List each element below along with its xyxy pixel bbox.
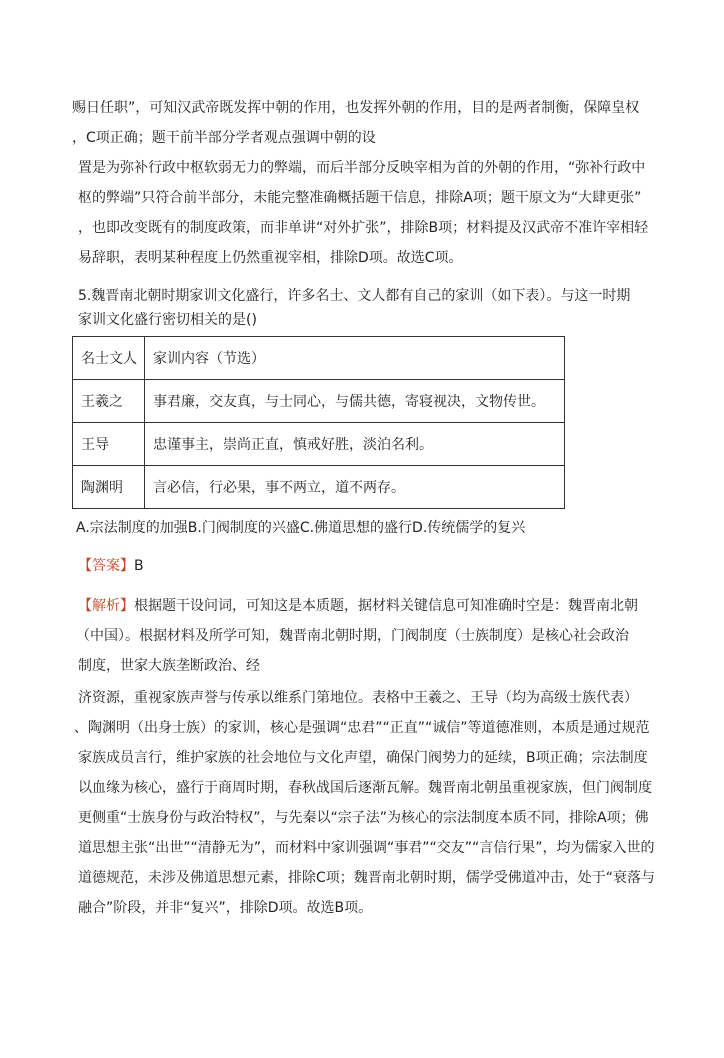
table-cell-content: 忠谨事主，崇尚正直，慎戒好胜，淡泊名利。 [145, 423, 565, 466]
table-row [73, 423, 565, 466]
table-cell-content: 事君廉，交友真，与士同心，与儒共德，寄寝视决，文物传世。 [145, 380, 565, 423]
table-cell-name: 王羲之 [73, 380, 145, 423]
intro-line: 赐日任职”，可知汉武帝既发挥中朝的作用，也发挥外朝的作用，目的是两者制衡，保障皇权 [72, 100, 640, 116]
analysis-line: 道思想主张“出世”“清静无为”，而材料中家训强调“事君”“交友”“言信行果”，均为儒家入世的 [78, 840, 655, 856]
intro-line: 枢的弊端”只符合前半部分，未能完整准确概括题干信息，排除A项；题干原文为“大肆更张” [78, 190, 642, 206]
analysis-line: 家族成员言行，维护家族的社会地位与文化声望，确保门阀势力的延续，B项正确；宗法制度 [78, 750, 648, 766]
analysis-line: 更侧重“士族身份与政治特权”，与先秦以“宗子法”为核心的宗法制度本质不同，排除A项；佛 [78, 810, 649, 826]
table-cell-content: 言必信，行必果，事不两立，道不两存。 [145, 466, 565, 509]
analysis-line: 济资源，重视家族声誉与传承以维系门第地位。表格中王羲之、王导（均为高级士族代表） [78, 690, 638, 706]
answer-options: A.宗法制度的加强B.门阀制度的兴盛C.佛道思想的盛行D.传统儒学的复兴 [76, 520, 526, 536]
table-header-row [73, 337, 565, 380]
family-precepts-table [72, 336, 565, 509]
analysis-line: 融合”阶段，并非“复兴”，排除D项。故选B项。 [78, 900, 373, 916]
analysis-line [78, 596, 638, 616]
analysis-text: 根据题干设问词，可知这是本质题，据材料关键信息可知准确时空是：魏晋南北朝 [134, 598, 638, 614]
table-header-cell: 名士文人 [73, 337, 145, 380]
analysis-line: 、陶渊明（出身士族）的家训，核心是强调“忠君”“正直”“诚信”等道德准则，本质是通过规范 [74, 720, 650, 736]
table-row [73, 380, 565, 423]
analysis-tag: 【解析】 [78, 598, 134, 614]
answer-line [78, 556, 144, 576]
table-cell-name: 王导 [73, 423, 145, 466]
table-cell-name: 陶渊明 [73, 466, 145, 509]
question-stem: 5.魏晋南北朝时期家训文化盛行，许多名士、文人都有自己的家训（如下表）。与这一时期 [78, 288, 631, 304]
intro-line: ，也即改变既有的制度政策，而非单讲“对外扩张”，排除B项；材料提及汉武帝不准许宰相轻 [78, 220, 649, 236]
analysis-line: 制度，世家大族垄断政治、经 [78, 658, 260, 674]
answer-value: B [134, 558, 144, 574]
intro-line: 置是为弥补行政中枢软弱无力的弊端，而后半部分反映宰相为首的外朝的作用，“弥补行政中 [78, 160, 646, 176]
intro-line: ，C项正确；题干前半部分学者观点强调中朝的设 [72, 130, 376, 146]
analysis-line: 道德规范，未涉及佛道思想元素，排除C项；魏晋南北朝时期，儒学受佛道冲击，处于“衰落与 [78, 870, 656, 886]
intro-line: 易辞职，表明某种程度上仍然重视宰相，排除D项。故选C项。 [78, 250, 463, 266]
question-stem: 家训文化盛行密切相关的是() [78, 312, 257, 328]
table-header-cell: 家训内容（节选） [145, 337, 565, 380]
analysis-line: （中国）。根据材料及所学可知，魏晋南北朝时期，门阀制度（士族制度）是核心社会政治 [76, 628, 629, 644]
table-row [73, 466, 565, 509]
analysis-line: 以血缘为核心，盛行于商周时期，春秋战国后逐渐瓦解。魏晋南北朝虽重视家族，但门阀制度 [78, 780, 652, 796]
answer-tag: 【答案】 [78, 558, 134, 574]
